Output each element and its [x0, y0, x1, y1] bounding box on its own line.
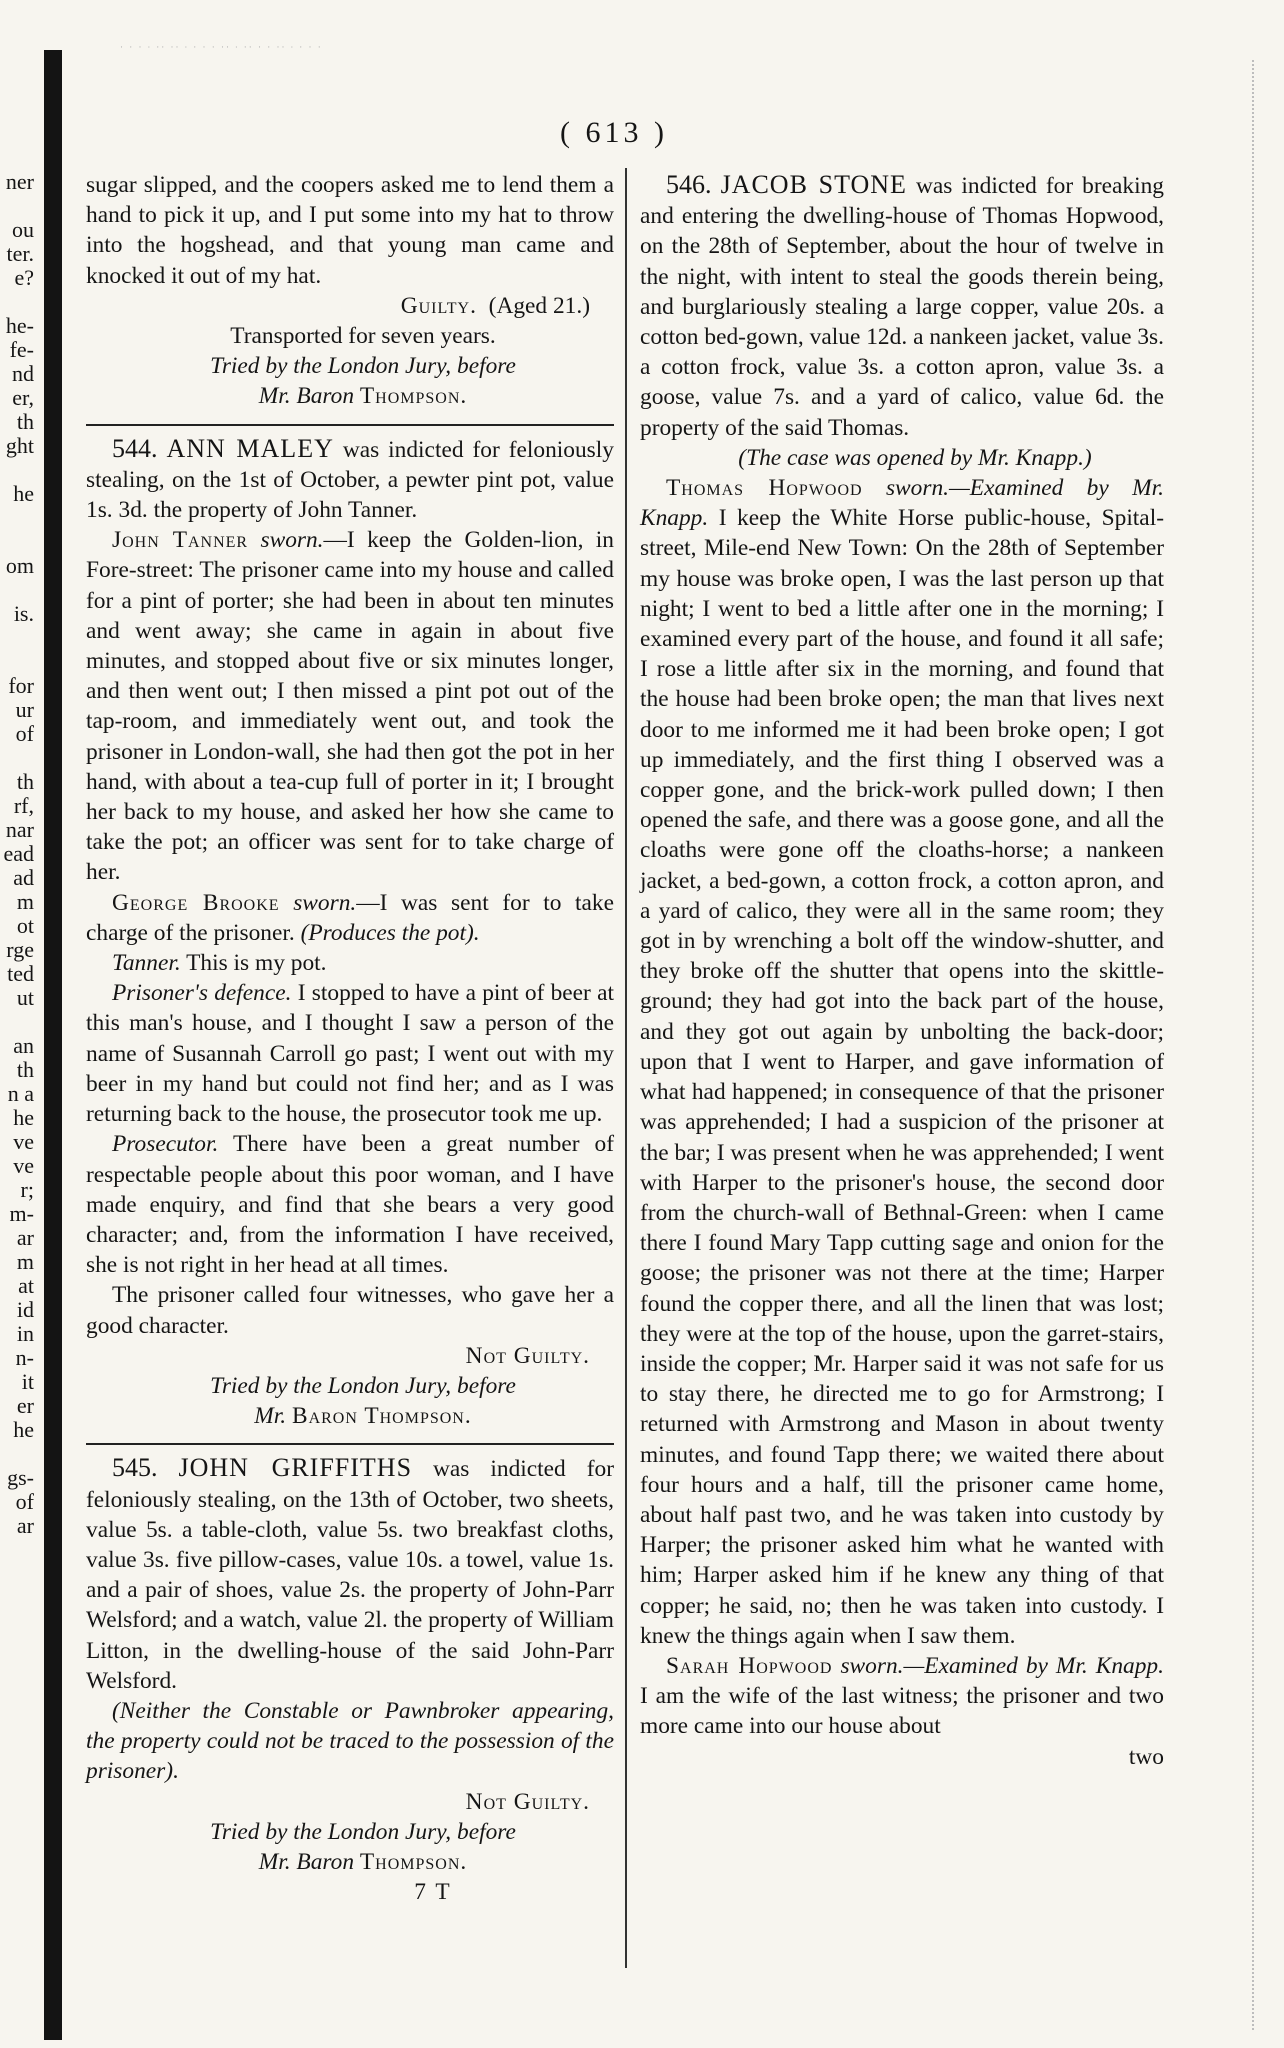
margin-fragment: ot: [16, 913, 34, 938]
margin-fragment: [0, 506, 34, 530]
margin-fragment: ur: [15, 697, 34, 722]
margin-fragment: e?: [14, 265, 34, 290]
defendant-name: ANN MALEY: [166, 433, 334, 463]
margin-fragment: ut: [16, 985, 34, 1010]
case-545-note: (Neither the Constable or Pawnbroker appearing, the property could not be traced to the possession of the prisoner).: [86, 1697, 614, 1785]
margin-fragment: [0, 578, 34, 602]
margin-fragment: ve: [13, 1153, 34, 1178]
indictment-text: was indicted for feloniously stealing, on the 1st of October, a pewter pint pot, value 1s. 3d. the property of John Tanner.: [86, 436, 614, 524]
margin-fragment: gs-: [7, 1465, 34, 1490]
testimony-text: I am the wife of the last witness; the prisoner and two more came into our house about: [640, 1683, 1164, 1740]
margin-fragment: ar: [16, 1513, 34, 1538]
margin-fragment: nd: [12, 361, 34, 386]
case-544-witnesses: The prisoner called four witnesses, who gave her a good character.: [86, 1282, 614, 1339]
margin-fragment: th: [16, 409, 34, 434]
witness-name: Thomas Hopwood: [666, 475, 863, 502]
case-543-sentence: Transported for seven years.: [230, 323, 496, 350]
case-543-text: sugar slipped, and the coopers asked me to lend them a hand to pick it up, and I put some into my hat to throw into the hogshead, and that young man came and knocked it out of my hat.: [86, 172, 614, 289]
case-545-tried-line2: [86, 1847, 614, 1877]
witness-name: Sarah Hopwood: [666, 1652, 833, 1679]
case-544-tried-line1: Tried by the London Jury, before: [210, 1372, 516, 1399]
margin-fragment: ted: [7, 961, 34, 986]
margin-fragment: an: [13, 1033, 34, 1058]
case-544-indictment: [86, 434, 614, 526]
speech-text: I stopped to have a pint of beer at this man's house, and I thought I saw a person of the name of Susannah Carroll go past; I went out with my beer in my hand but could not find her; and as I was returning back to the house, the prosecutor took me up.: [86, 980, 614, 1128]
margin-fragment: id: [16, 1297, 34, 1322]
case-number: 544.: [112, 433, 158, 463]
age: (Aged 21.): [488, 292, 590, 319]
margin-fragment: r;: [20, 1177, 34, 1202]
margin-fragment: ght: [5, 433, 34, 458]
margin-fragment: ead: [3, 841, 34, 866]
case-546-testimony-2: [640, 1651, 1164, 1742]
indictment-text: was indicted for breaking and entering the dwelling-house of Thomas Hopwood, on the 28th of September, about the hour of twelve in the night, with intent to steal the goods therein being, and burglariously stealing a large copper, value 20s. a cotton bed-gown, value 12d. a nankeen jacket, value 3s. a cotton frock, value 3s. a cotton apron, value 3s. a goose, value 7s. and a yard of calico, value 6d. the property of the said Thomas.: [640, 173, 1164, 441]
scan-noise: · · · ∙ ·· ·· ∙ · · · ·· ∙ ·· · · ·· ∙ · · ·: [120, 42, 323, 52]
right-column: [640, 170, 1164, 1772]
margin-fragment: [0, 746, 34, 770]
stage-note: (Produces the pot).: [300, 919, 480, 946]
margin-fragment: ner: [5, 169, 34, 194]
margin-fragment: [0, 1442, 34, 1466]
verdict-label: Not Guilty.: [465, 1788, 590, 1815]
case-544-tanner: [86, 948, 614, 978]
case-544-tried-line2: [86, 1401, 614, 1431]
margin-fragment: om: [5, 553, 34, 578]
margin-fragment: [0, 194, 34, 218]
defendant-name: JACOB STONE: [720, 170, 907, 199]
case-544-defence: [86, 978, 614, 1129]
margin-fragment: er: [16, 1393, 34, 1418]
case-543-tried-line1: Tried by the London Jury, before: [210, 353, 516, 380]
page-number: ( 613 ): [560, 116, 668, 149]
margin-fragment: th: [16, 769, 34, 794]
case-number: 546.: [666, 170, 712, 199]
case-544-verdict: [86, 1341, 614, 1371]
margin-fragment: ter.: [6, 241, 34, 266]
case-545-indictment: [86, 1453, 614, 1696]
adjacent-page-fragments: [0, 170, 34, 1538]
margin-fragment: at: [18, 1273, 34, 1298]
margin-fragment: ad: [13, 865, 34, 890]
margin-fragment: n-: [15, 1345, 34, 1370]
margin-fragment: m: [16, 889, 34, 914]
margin-fragment: [0, 530, 34, 554]
margin-fragment: [0, 626, 34, 650]
margin-fragment: he-: [5, 313, 34, 338]
margin-fragment: he: [13, 481, 34, 506]
binding-spine: [44, 50, 62, 2040]
margin-fragment: ou: [12, 217, 34, 242]
margin-fragment: m: [16, 1249, 34, 1274]
margin-fragment: of: [15, 721, 34, 746]
speaker-label: Prisoner's defence.: [112, 980, 292, 1007]
left-column: [86, 170, 614, 1907]
margin-fragment: [0, 1010, 34, 1034]
judge-name: Thompson.: [359, 1848, 468, 1875]
margin-fragment: rge: [6, 937, 34, 962]
speech-text: This is my pot.: [186, 950, 327, 977]
judge-title: Mr. Baron: [258, 383, 355, 410]
witness-name: John Tanner: [112, 527, 249, 554]
case-546-testimony-1: [640, 473, 1164, 1651]
case-separator: [86, 1443, 614, 1445]
printer-signature: 7 T: [414, 1879, 452, 1906]
margin-fragment: nar: [5, 817, 34, 842]
margin-fragment: fe-: [9, 337, 34, 362]
testimony-text: —I keep the Golden-lion, in Fore-street: The prisoner came into my house and called for a pint of porter; she had been in about ten minutes and went away; she came in again in about five minutes, and stopped about five or six minutes longer, and then went out; I then missed a pint pot out of the tap-room, and immediately went out, and took the prisoner in London-wall, she had then got the pot in her hand, with about a tea-cup full of porter in it; I brought her back to my house, and asked her how she came to take the pot; an officer was sent for to take charge of her.: [86, 527, 614, 886]
verdict-label: Guilty.: [400, 292, 477, 319]
case-543-tried-line2: [86, 381, 614, 411]
margin-fragment: ar: [16, 1225, 34, 1250]
column-divider: [625, 168, 627, 1968]
case-separator: [86, 424, 614, 426]
case-546-indictment: [640, 170, 1164, 443]
margin-fragment: for: [8, 673, 34, 698]
witness-name: George Brooke: [112, 889, 280, 916]
margin-fragment: n a: [7, 1081, 34, 1106]
case-545-tried-line1: Tried by the London Jury, before: [210, 1818, 516, 1845]
margin-fragment: is.: [13, 601, 34, 626]
margin-fragment: [0, 290, 34, 314]
margin-fragment: he: [13, 1417, 34, 1442]
speaker-label: Prosecutor.: [112, 1131, 219, 1158]
sworn-label: sworn.—Examined by Mr. Knapp.: [840, 1652, 1164, 1679]
margin-fragment: [0, 458, 34, 482]
margin-fragment: er,: [12, 385, 34, 410]
case-543-verdict: [86, 291, 614, 321]
judge-name: Thompson.: [359, 383, 468, 410]
judge-title: Mr.: [254, 1403, 287, 1430]
catchword: two: [1128, 1743, 1164, 1770]
sworn-label: sworn.: [260, 527, 324, 554]
judge-name: Baron Thompson.: [291, 1403, 472, 1430]
case-546-opened: (The case was opened by Mr. Knapp.): [738, 444, 1092, 471]
margin-fragment: of: [15, 1489, 34, 1514]
margin-fragment: he: [13, 1105, 34, 1130]
case-number: 545.: [112, 1453, 158, 1483]
case-544-testimony-1: [86, 525, 614, 887]
margin-fragment: th: [16, 1057, 34, 1082]
sworn-label: sworn.—Examined by Mr. Knapp.: [640, 475, 1164, 532]
judge-title: Mr. Baron: [258, 1848, 355, 1875]
speech-text: There have been a great number of respectable people about this poor woman, and I have made enquiry, and find that she bears a very good character; and, from the information I have received, she is not right in her head at all times.: [86, 1131, 614, 1279]
sworn-label: sworn.: [293, 889, 357, 916]
margin-fragment: it: [21, 1369, 34, 1394]
testimony-text: —I was sent for to take charge of the prisoner.: [86, 889, 614, 946]
defendant-name: JOHN GRIFFITHS: [178, 1453, 413, 1483]
case-544-prosecutor: [86, 1129, 614, 1280]
indictment-text: was indicted for feloniously stealing, on the 13th of October, two sheets, value 5s. a table-cloth, value 5s. two breakfast cloths, value 3s. five pillow-cases, value 10s. a towel, value 1s. and a pair of shoes, value 2s. the property of John-Parr Welsford; and a watch, value 2l. the property of William Litton, in the dwelling-house of the said John-Parr Welsford.: [86, 1456, 614, 1694]
margin-fragment: in: [16, 1321, 34, 1346]
margin-fragment: rf,: [13, 793, 34, 818]
speaker-label: Tanner.: [112, 950, 181, 977]
verdict-label: Not Guilty.: [465, 1342, 590, 1369]
case-545-verdict: [86, 1787, 614, 1817]
margin-fragment: [0, 650, 34, 674]
testimony-text: I keep the White Horse public-house, Spital-street, Mile-end New Town: On the 28th of September my house was broke open, I was the last person up that night; I went to bed a little after one in the morning; I examined every part of the house, and found it all safe; I rose a little after six in the morning, and found that the house had been broke open; the man that lives next door to me informed me it had been broke open; I got up immediately, and the first thing I observed was a copper gone, and the brick-work pulled down; I then opened the safe, and there was a goose gone, and all the cloaths were gone off the cloaths-horse; a nankeen jacket, a bed-gown, a cotton frock, a cotton apron, and a yard of calico, they were all in the same room; they got in by wrenching a bolt off the window-shutter, and they broke off the shutter that opens into the skittle-ground; they had got into the back part of the house, and they got out again by unbolting the back-door; upon that I went to Harper, and gave information of what had happened; in consequence of that the prisoner was apprehended; I had a suspicion of the prisoner at the bar; I was present when he was apprehended; I went with Harper to the prisoner's house, the second door from the church-wall of Bethnal-Green: when I came there I found Mary Tapp cutting sage and onion for the goose; the prisoner was not there at the time; Harper found the copper there, and all the linen that was lost; they were at the top of the house, upon the garret-stairs, inside the copper; Mr. Harper said it was not safe for us to stay there, he directed me to go for Armstrong; I returned with Armstrong and Mason in about twenty minutes, and found Tapp there; we waited there about four hours and a half, till the prisoner came home, about half past two, and he was taken into custody by Harper; the prisoner asked him what he wanted with him; Harper asked him if he knew any thing of that copper; he said, no; then he was taken into custody. I knew the things again when I saw them.: [640, 505, 1164, 1649]
right-page-edge: [1252, 60, 1284, 2030]
margin-fragment: ve: [13, 1129, 34, 1154]
margin-fragment: m-: [9, 1201, 34, 1226]
case-544-testimony-2: [86, 888, 614, 948]
